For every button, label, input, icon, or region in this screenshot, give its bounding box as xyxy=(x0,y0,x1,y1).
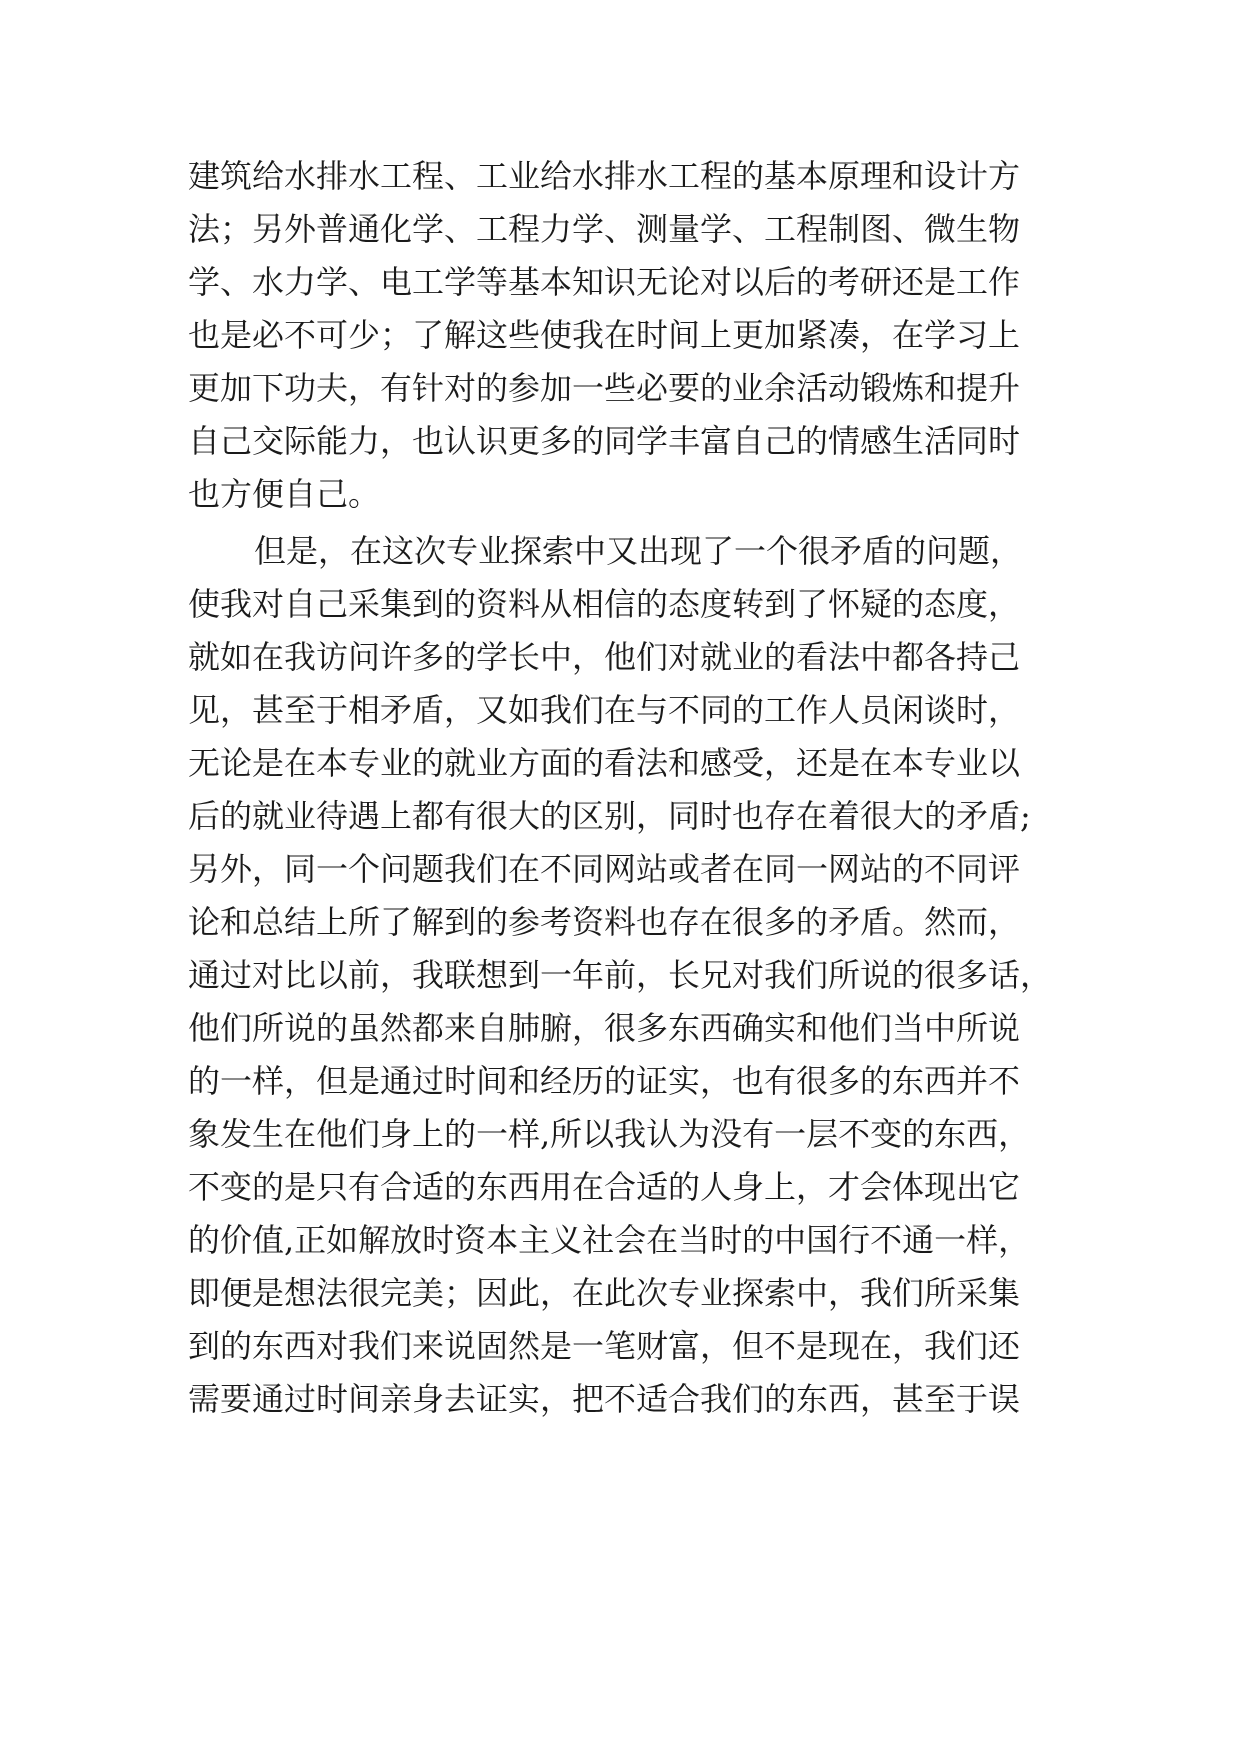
text-line: 后的就业待遇上都有很大的区别，同时也存在着很大的矛盾; xyxy=(188,797,1031,835)
text-line: 学、水力学、电工学等基本知识无论对以后的考研还是工作 xyxy=(188,263,1021,301)
text-line: 法；另外普通化学、工程力学、测量学、工程制图、微生物 xyxy=(188,210,1021,248)
text-line: 通过对比以前，我联想到一年前，长兄对我们所说的很多话， xyxy=(188,956,1053,994)
text-line: 也是必不可少；了解这些使我在时间上更加紧凑，在学习上 xyxy=(188,316,1021,354)
text-line: 不变的是只有合适的东西用在合适的人身上，才会体现出它 xyxy=(188,1168,1021,1206)
text-line: 就如在我访问许多的学长中，他们对就业的看法中都各持己 xyxy=(188,638,1021,676)
text-line: 见，甚至于相矛盾，又如我们在与不同的工作人员闲谈时， xyxy=(188,691,1021,729)
text-line: 也方便自己。 xyxy=(188,475,381,513)
text-line: 更加下功夫，有针对的参加一些必要的业余活动锻炼和提升 xyxy=(188,369,1021,407)
paragraph-first-line: 但是，在这次专业探索中又出现了一个很矛盾的问题， xyxy=(254,532,1023,570)
text-line: 自己交际能力，也认识更多的同学丰富自己的情感生活同时 xyxy=(188,422,1021,460)
text-line: 象发生在他们身上的一样,所以我认为没有一层不变的东西， xyxy=(188,1115,1031,1153)
text-line: 到的东西对我们来说固然是一笔财富，但不是现在，我们还 xyxy=(188,1327,1021,1365)
text-line: 建筑给水排水工程、工业给水排水工程的基本原理和设计方 xyxy=(188,157,1021,195)
text-line: 他们所说的虽然都来自肺腑，很多东西确实和他们当中所说 xyxy=(188,1009,1021,1047)
text-line: 需要通过时间亲身去证实，把不适合我们的东西，甚至于误 xyxy=(188,1380,1021,1418)
text-line: 无论是在本专业的就业方面的看法和感受，还是在本专业以 xyxy=(188,744,1021,782)
text-line: 论和总结上所了解到的参考资料也存在很多的矛盾。然而， xyxy=(188,903,1021,941)
text-line: 另外，同一个问题我们在不同网站或者在同一网站的不同评 xyxy=(188,850,1021,888)
text-line: 的一样，但是通过时间和经历的证实，也有很多的东西并不 xyxy=(188,1062,1021,1100)
text-line: 的价值,正如解放时资本主义社会在当时的中国行不通一样， xyxy=(188,1221,1031,1259)
text-line: 即便是想法很完美；因此，在此次专业探索中，我们所采集 xyxy=(188,1274,1021,1312)
text-line: 使我对自己采集到的资料从相信的态度转到了怀疑的态度， xyxy=(188,585,1021,623)
